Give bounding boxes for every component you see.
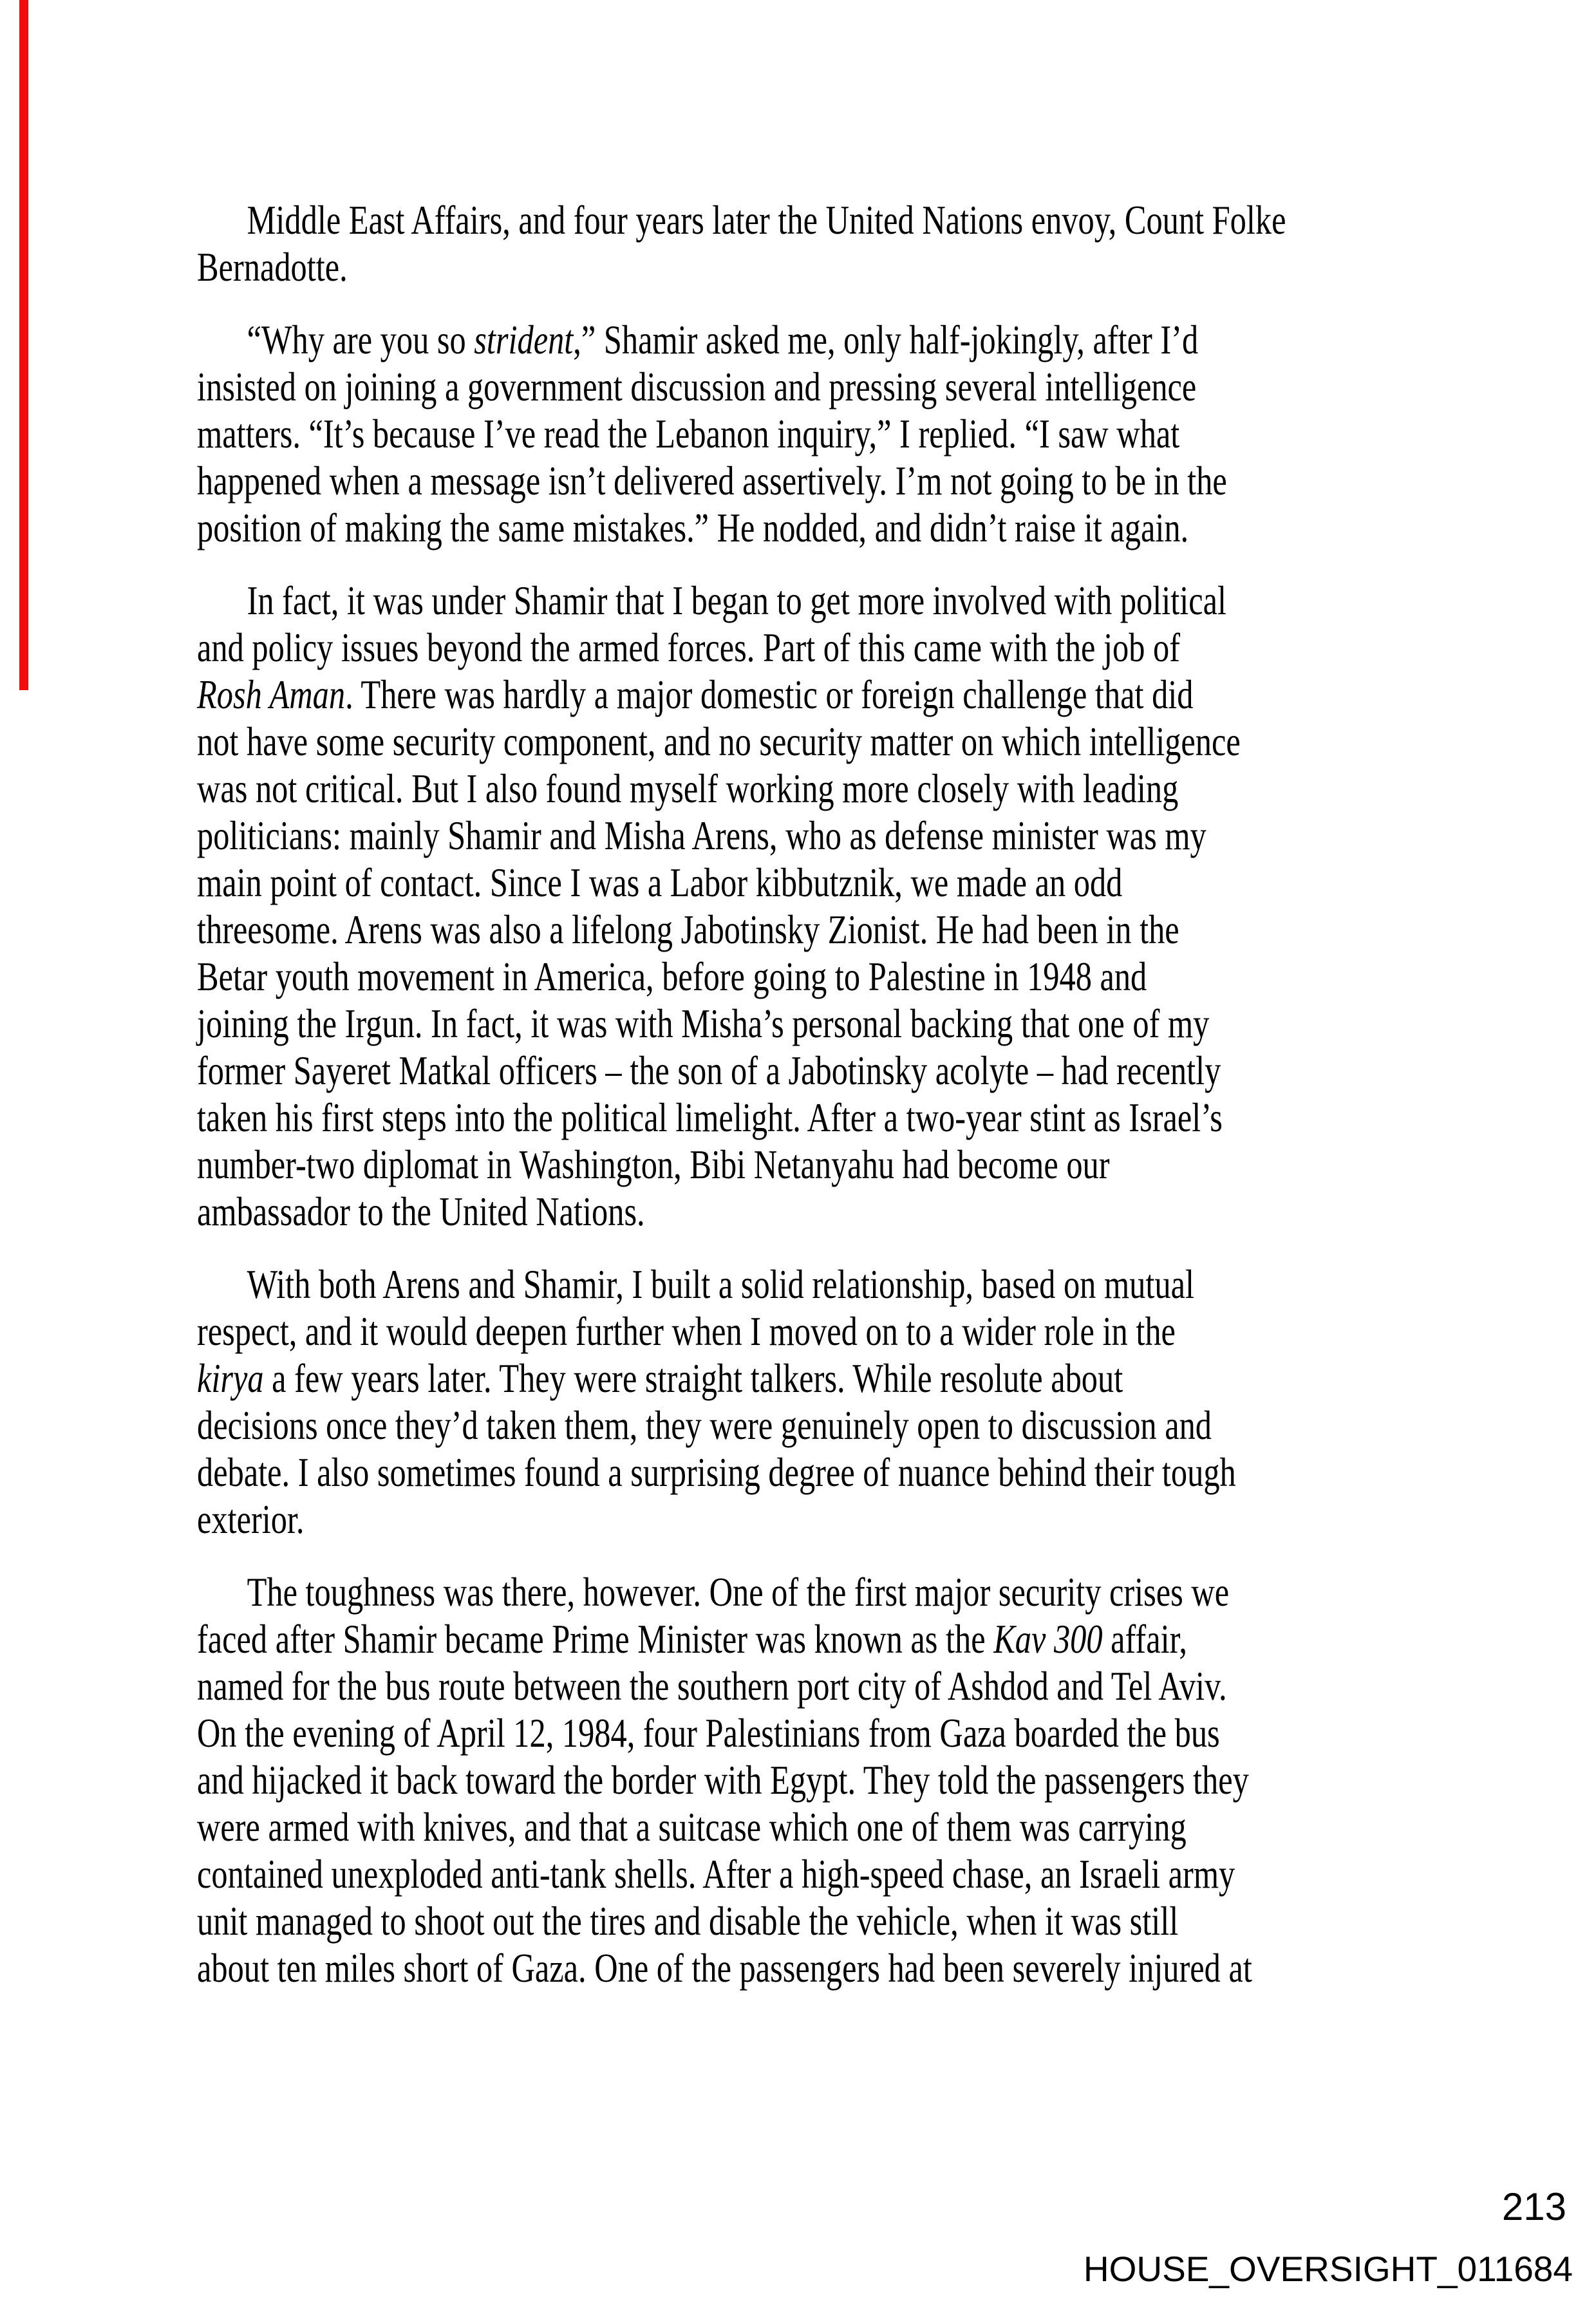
text-line: happened when a message isn’t delivered assertively. I’m not going to be in the	[197, 458, 1227, 503]
text-line: insisted on joining a government discussion and pressing several intelligence	[197, 364, 1197, 409]
red-margin-line	[19, 0, 28, 690]
text-line: about ten miles short of Gaza. One of the passengers had been severely injured at	[197, 1946, 1252, 1991]
text-line: were armed with knives, and that a suitcase which one of them was carrying	[197, 1805, 1187, 1850]
text-line: With both Arens and Shamir, I built a solid relationship, based on mutual	[247, 1262, 1194, 1307]
text-line: former Sayeret Matkal officers – the son of a Jabotinsky acolyte – had recently	[197, 1048, 1221, 1093]
text-line: matters. “It’s because I’ve read the Lebanon inquiry,” I replied. “I saw what	[197, 411, 1180, 456]
text-line: not have some security component, and no security matter on which intelligence	[197, 719, 1241, 764]
text-line: joining the Irgun. In fact, it was with Misha’s personal backing that one of my	[197, 1001, 1210, 1046]
text-line: On the evening of April 12, 1984, four Palestinians from Gaza boarded the bus	[197, 1711, 1220, 1756]
text-line: respect, and it would deepen further when I moved on to a wider role in the	[197, 1309, 1176, 1354]
text-line: and hijacked it back toward the border with Egypt. They told the passengers they	[197, 1758, 1249, 1803]
page-text	[197, 197, 1459, 2018]
text-line: named for the bus route between the southern port city of Ashdod and Tel Aviv.	[197, 1664, 1227, 1709]
paragraph	[197, 197, 1459, 291]
text-line: contained unexploded anti-tank shells. After a high-speed chase, an Israeli army	[197, 1852, 1235, 1897]
text-line: Bernadotte.	[197, 245, 348, 290]
text-line: The toughness was there, however. One of the first major security crises we	[247, 1570, 1230, 1615]
text-line: kirya a few years later. They were straight talkers. While resolute about	[197, 1356, 1123, 1401]
text-line: number-two diplomat in Washington, Bibi Netanyahu had become our	[197, 1142, 1110, 1187]
text-line: exterior.	[197, 1497, 305, 1542]
text-line: decisions once they’d taken them, they were genuinely open to discussion and	[197, 1403, 1212, 1448]
paragraph	[197, 317, 1459, 552]
text-line: Rosh Aman. There was hardly a major domestic or foreign challenge that did	[197, 672, 1194, 717]
paragraph	[197, 1569, 1459, 1992]
page-number: 213	[1501, 2185, 1566, 2228]
text-line: Betar youth movement in America, before going to Palestine in 1948 and	[197, 954, 1147, 999]
text-line: unit managed to shoot out the tires and disable the vehicle, when it was still	[197, 1899, 1179, 1944]
text-line: Middle East Affairs, and four years later the United Nations envoy, Count Folke	[247, 198, 1286, 243]
text-line: ambassador to the United Nations.	[197, 1189, 645, 1234]
paragraph	[197, 1261, 1459, 1543]
text-line: position of making the same mistakes.” He nodded, and didn’t raise it again.	[197, 505, 1189, 550]
text-line: taken his first steps into the political limelight. After a two-year stint as Israel’s	[197, 1095, 1223, 1140]
text-line: faced after Shamir became Prime Minister was known as the Kav 300 affair,	[197, 1617, 1187, 1662]
text-line: and policy issues beyond the armed forces. Part of this came with the job of	[197, 625, 1181, 670]
paragraph	[197, 578, 1459, 1236]
text-line: debate. I also sometimes found a surprising degree of nuance behind their tough	[197, 1450, 1236, 1495]
text-line: In fact, it was under Shamir that I began to get more involved with political	[247, 578, 1227, 623]
text-line: main point of contact. Since I was a Labor kibbutznik, we made an odd	[197, 860, 1123, 905]
footer-stamp: HOUSE_OVERSIGHT_011684	[1083, 2249, 1573, 2289]
text-line: was not critical. But I also found myself working more closely with leading	[197, 766, 1179, 811]
text-line: politicians: mainly Shamir and Misha Arens, who as defense minister was my	[197, 813, 1206, 858]
text-line: “Why are you so strident,” Shamir asked me, only half-jokingly, after I’d	[247, 317, 1199, 362]
text-line: threesome. Arens was also a lifelong Jabotinsky Zionist. He had been in the	[197, 907, 1179, 952]
